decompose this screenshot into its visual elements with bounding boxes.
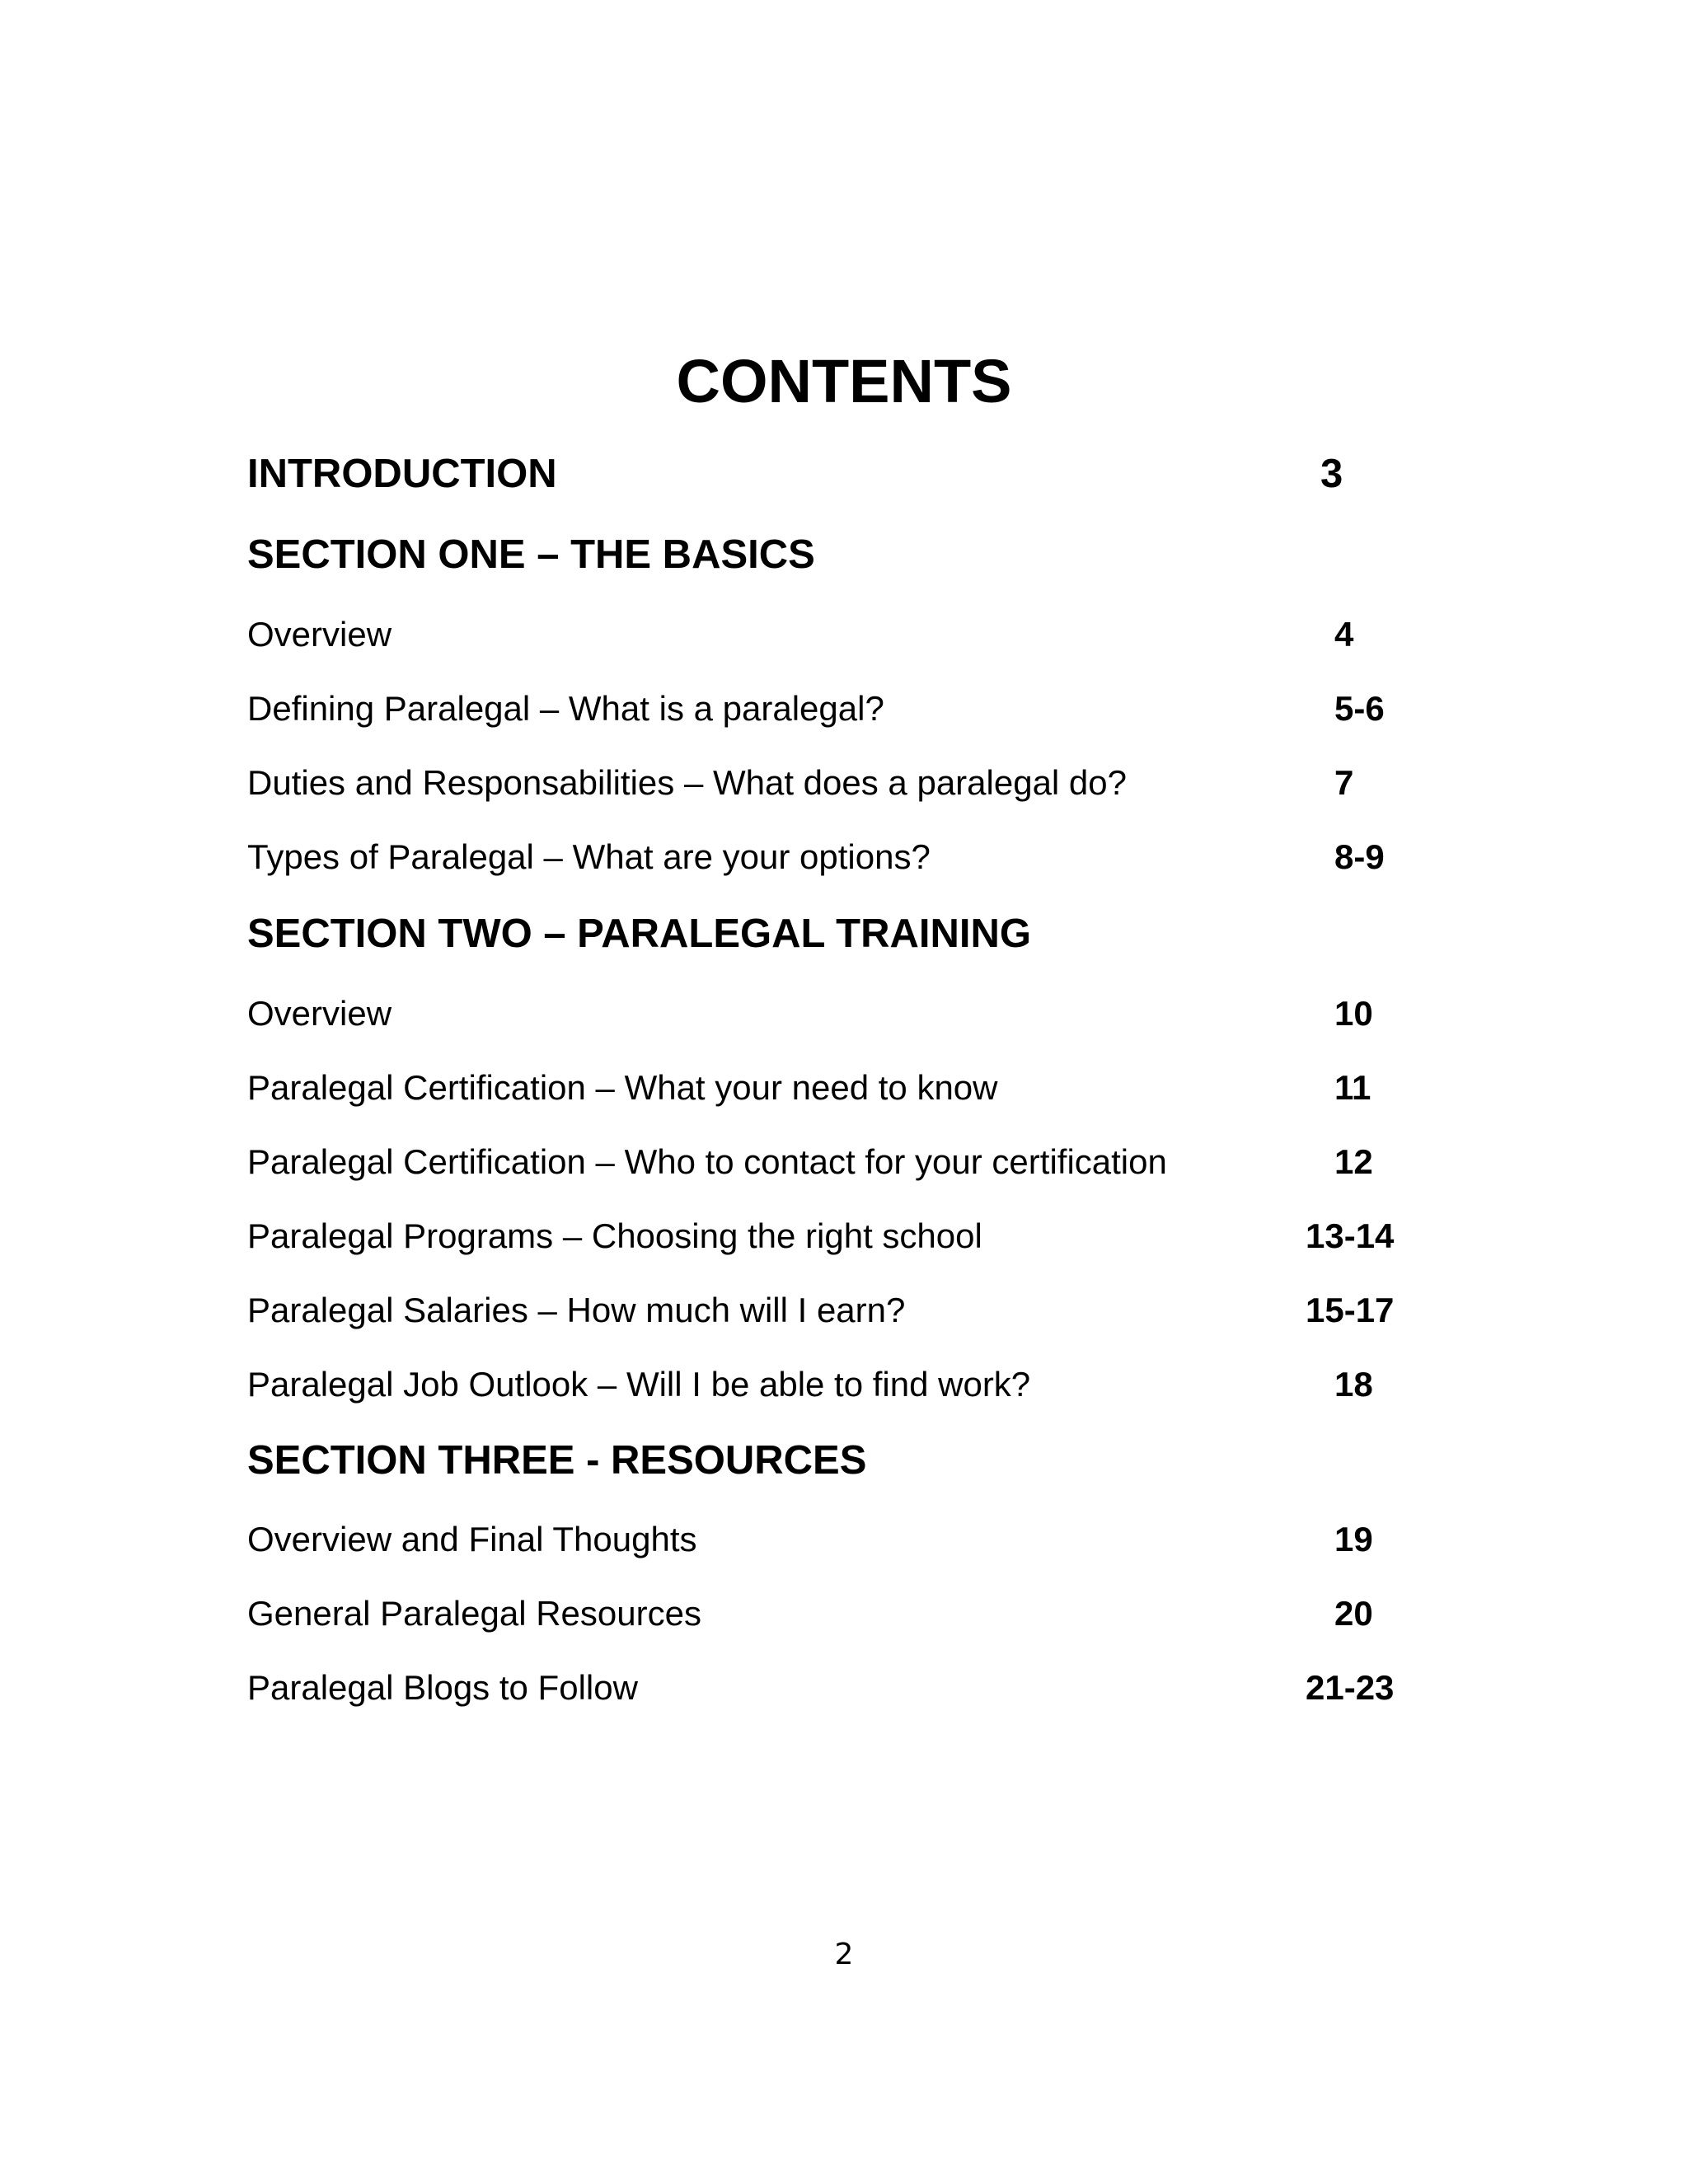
toc-entry xyxy=(247,985,1484,1043)
toc-page-number: 18 xyxy=(1334,1365,1373,1404)
toc-entry xyxy=(247,1585,1484,1643)
toc-heading-section-three xyxy=(247,1432,1484,1489)
toc-entry-label: Paralegal Certification – What your need to know xyxy=(247,1068,998,1107)
toc-entry xyxy=(247,1659,1484,1717)
toc-heading-section-one xyxy=(247,526,1484,583)
toc-entry xyxy=(247,1133,1484,1191)
toc-entry-label: Defining Paralegal – What is a paralegal? xyxy=(247,689,884,728)
toc-entry-label: Overview xyxy=(247,994,392,1033)
toc-page-number: 8-9 xyxy=(1334,837,1385,876)
toc-page-number: 15-17 xyxy=(1306,1291,1395,1329)
toc-page-number: 21-23 xyxy=(1306,1668,1395,1707)
toc-entry-label: Duties and Responsabilities – What does a paralegal do? xyxy=(247,763,1128,802)
footer-page-number: 2 xyxy=(834,1938,854,1971)
toc-heading-label: SECTION ONE – THE BASICS xyxy=(247,532,815,577)
toc-heading-label: INTRODUCTION xyxy=(247,452,557,496)
toc-entry xyxy=(247,1059,1484,1117)
toc-entry-label: Paralegal Job Outlook – Will I be able to find work? xyxy=(247,1365,1031,1404)
toc-page-number: 13-14 xyxy=(1306,1216,1395,1255)
toc-heading-label: SECTION TWO – PARALEGAL TRAINING xyxy=(247,912,1031,956)
toc-entry-label: General Paralegal Resources xyxy=(247,1594,701,1633)
toc-entry-label: Paralegal Salaries – How much will I earn? xyxy=(247,1291,906,1329)
toc-entry-label: Types of Paralegal – What are your options? xyxy=(247,837,931,876)
toc-page-number: 7 xyxy=(1334,763,1354,802)
toc-entry xyxy=(247,1356,1484,1413)
toc-entry xyxy=(247,828,1484,886)
toc-entry xyxy=(247,1207,1484,1265)
toc-entry-label: Overview and Final Thoughts xyxy=(247,1520,697,1558)
toc-entry xyxy=(247,754,1484,812)
toc-entry xyxy=(247,680,1484,738)
toc-page-number: 4 xyxy=(1334,615,1354,654)
toc-entry-label: Paralegal Blogs to Follow xyxy=(247,1668,638,1707)
toc-page-number: 10 xyxy=(1334,994,1373,1033)
page-title: CONTENTS xyxy=(676,347,1012,415)
toc-entry-label: Overview xyxy=(247,615,392,654)
toc-heading-introduction xyxy=(247,445,1484,503)
toc-page-number: 20 xyxy=(1334,1594,1373,1633)
toc-heading-section-two xyxy=(247,905,1484,963)
toc-entry xyxy=(247,606,1484,663)
toc-page-number: 5-6 xyxy=(1334,689,1385,728)
toc-entry xyxy=(247,1511,1484,1568)
toc-page-number: 11 xyxy=(1334,1068,1372,1107)
toc-entry-label: Paralegal Programs – Choosing the right school xyxy=(247,1216,982,1255)
toc-entry-label: Paralegal Certification – Who to contact for your certification xyxy=(247,1142,1167,1181)
toc-page-number: 3 xyxy=(1320,452,1343,496)
toc-entry xyxy=(247,1282,1484,1339)
toc-page-number: 12 xyxy=(1334,1142,1373,1181)
toc-page-number: 19 xyxy=(1334,1520,1373,1558)
toc-heading-label: SECTION THREE - RESOURCES xyxy=(247,1438,867,1483)
